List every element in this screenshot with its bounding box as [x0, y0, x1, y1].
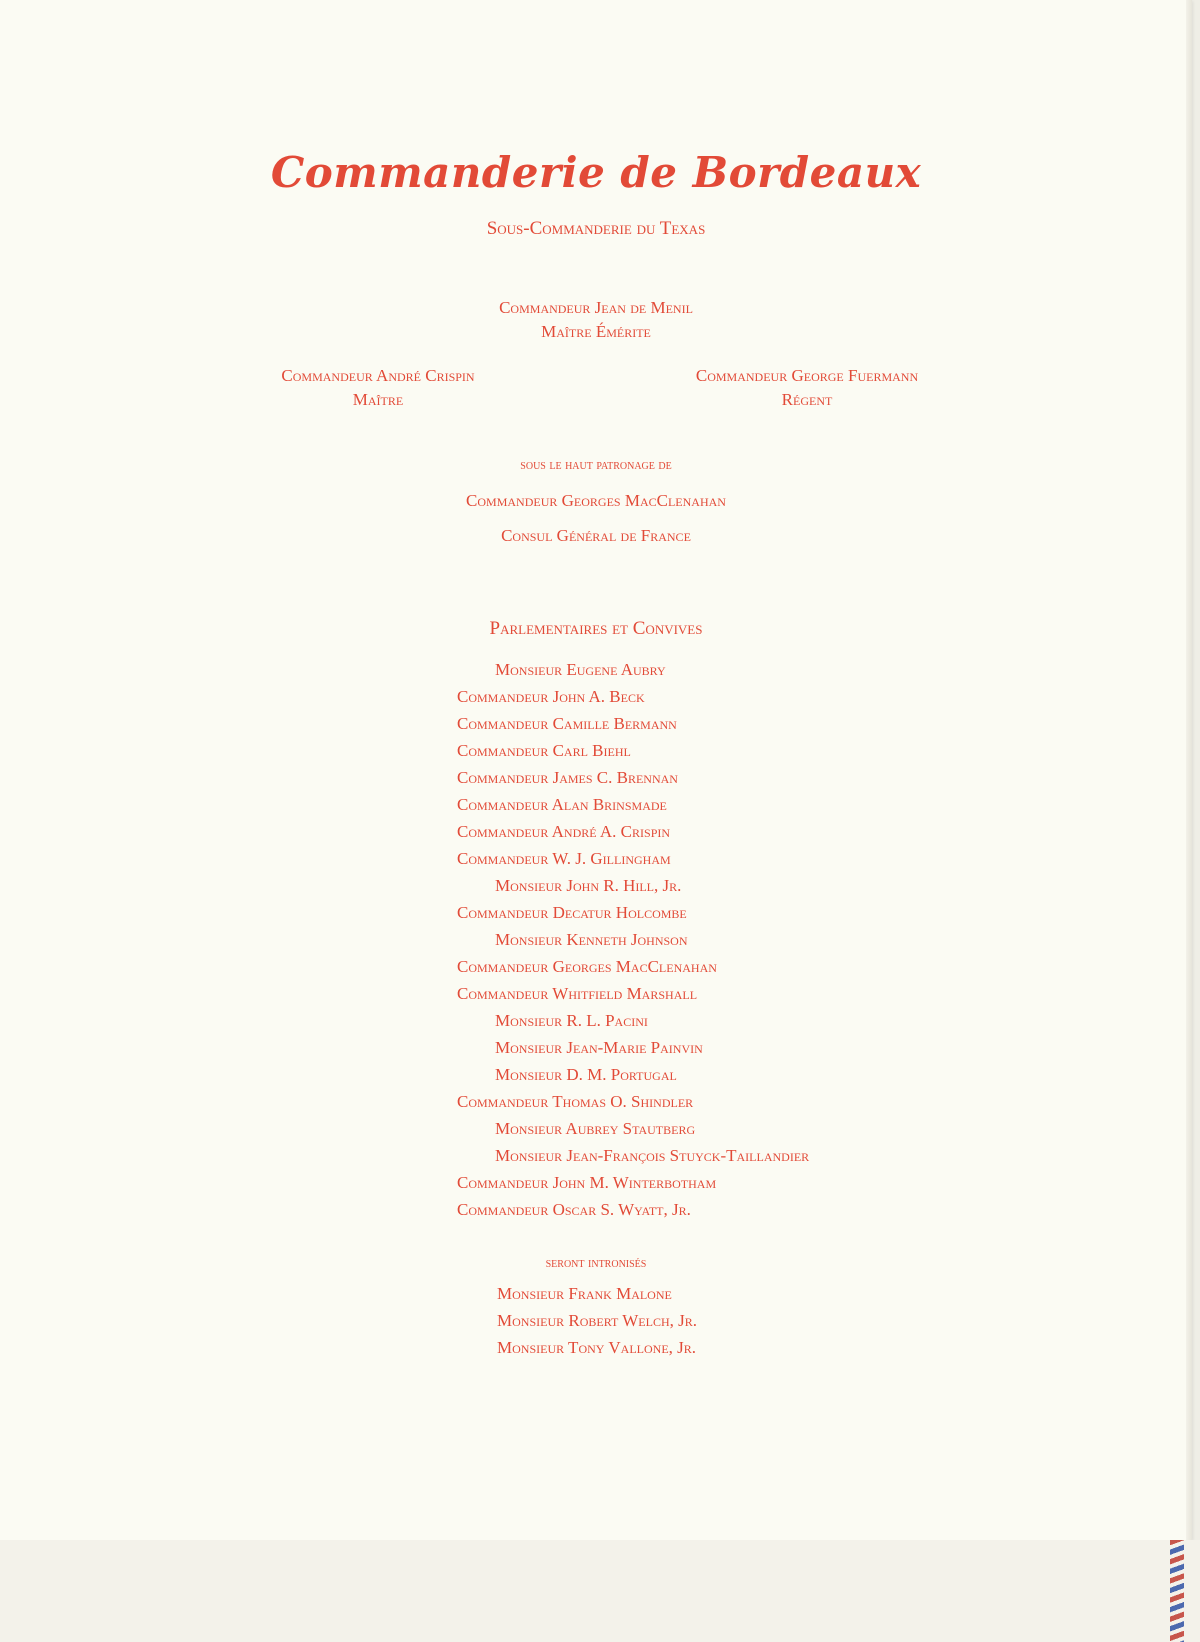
list-item: Monsieur John R. Hill, Jr. [495, 876, 682, 895]
patronage-intro: sous le haut patronage de [520, 458, 672, 473]
list-item: Monsieur Aubrey Stautberg [495, 1119, 696, 1138]
patronage-role: Consul Général de France [501, 526, 691, 545]
officer-right-title: Régent [781, 390, 833, 409]
list-item: Commandeur John M. Winterbotham [457, 1173, 717, 1192]
list-item: Monsieur Robert Welch, Jr. [497, 1311, 698, 1330]
list-item: Monsieur D. M. Portugal [495, 1065, 677, 1084]
list-item: Monsieur R. L. Pacini [495, 1011, 648, 1030]
list-item: Commandeur Alan Brinsmade [457, 795, 667, 814]
list-item: Commandeur Camille Bermann [457, 714, 677, 733]
list-item: Commandeur John A. Beck [457, 687, 645, 706]
officer-center-name: Commandeur Jean de Menil [499, 298, 693, 317]
list-item: Commandeur W. J. Gillingham [457, 849, 671, 868]
list-item: Commandeur Oscar S. Wyatt, Jr. [457, 1200, 691, 1219]
officer-left [178, 364, 578, 412]
list-item: Commandeur Whitfield Marshall [457, 984, 698, 1003]
list-item: Monsieur Jean-Marie Painvin [495, 1038, 703, 1057]
backing-sheet [0, 1540, 1200, 1642]
list-item: Commandeur Thomas O. Shindler [457, 1092, 694, 1111]
officer-right [607, 364, 1007, 412]
officer-center-title: Maître Émérite [541, 322, 651, 341]
list-item: Monsieur Jean-François Stuyck-Taillandier [495, 1146, 810, 1165]
list-item: Commandeur Decatur Holcombe [457, 903, 687, 922]
list-item: Monsieur Frank Malone [497, 1284, 672, 1303]
list-item: Commandeur André A. Crispin [457, 822, 671, 841]
tricolor-ribbon [1170, 1540, 1184, 1642]
list-item: Monsieur Tony Vallone, Jr. [497, 1338, 697, 1357]
inductees-heading: seront intronisés [545, 1256, 647, 1271]
page-subtitle: Sous-Commanderie du Texas [486, 218, 706, 239]
list-item: Monsieur Eugene Aubry [495, 660, 666, 679]
officer-right-name: Commandeur George Fuermann [695, 366, 919, 385]
page-title: Commanderie de Bordeaux [270, 148, 922, 197]
officer-left-title: Maître [352, 390, 404, 409]
list-item: Commandeur James C. Brennan [457, 768, 678, 787]
guests-heading: Parlementaires et Convives [489, 618, 703, 639]
patronage-name: Commandeur Georges MacClenahan [466, 491, 726, 510]
officer-left-name: Commandeur André Crispin [281, 366, 475, 385]
list-item: Commandeur Carl Biehl [457, 741, 631, 760]
list-item: Monsieur Kenneth Johnson [495, 930, 688, 949]
list-item: Commandeur Georges MacClenahan [457, 957, 717, 976]
